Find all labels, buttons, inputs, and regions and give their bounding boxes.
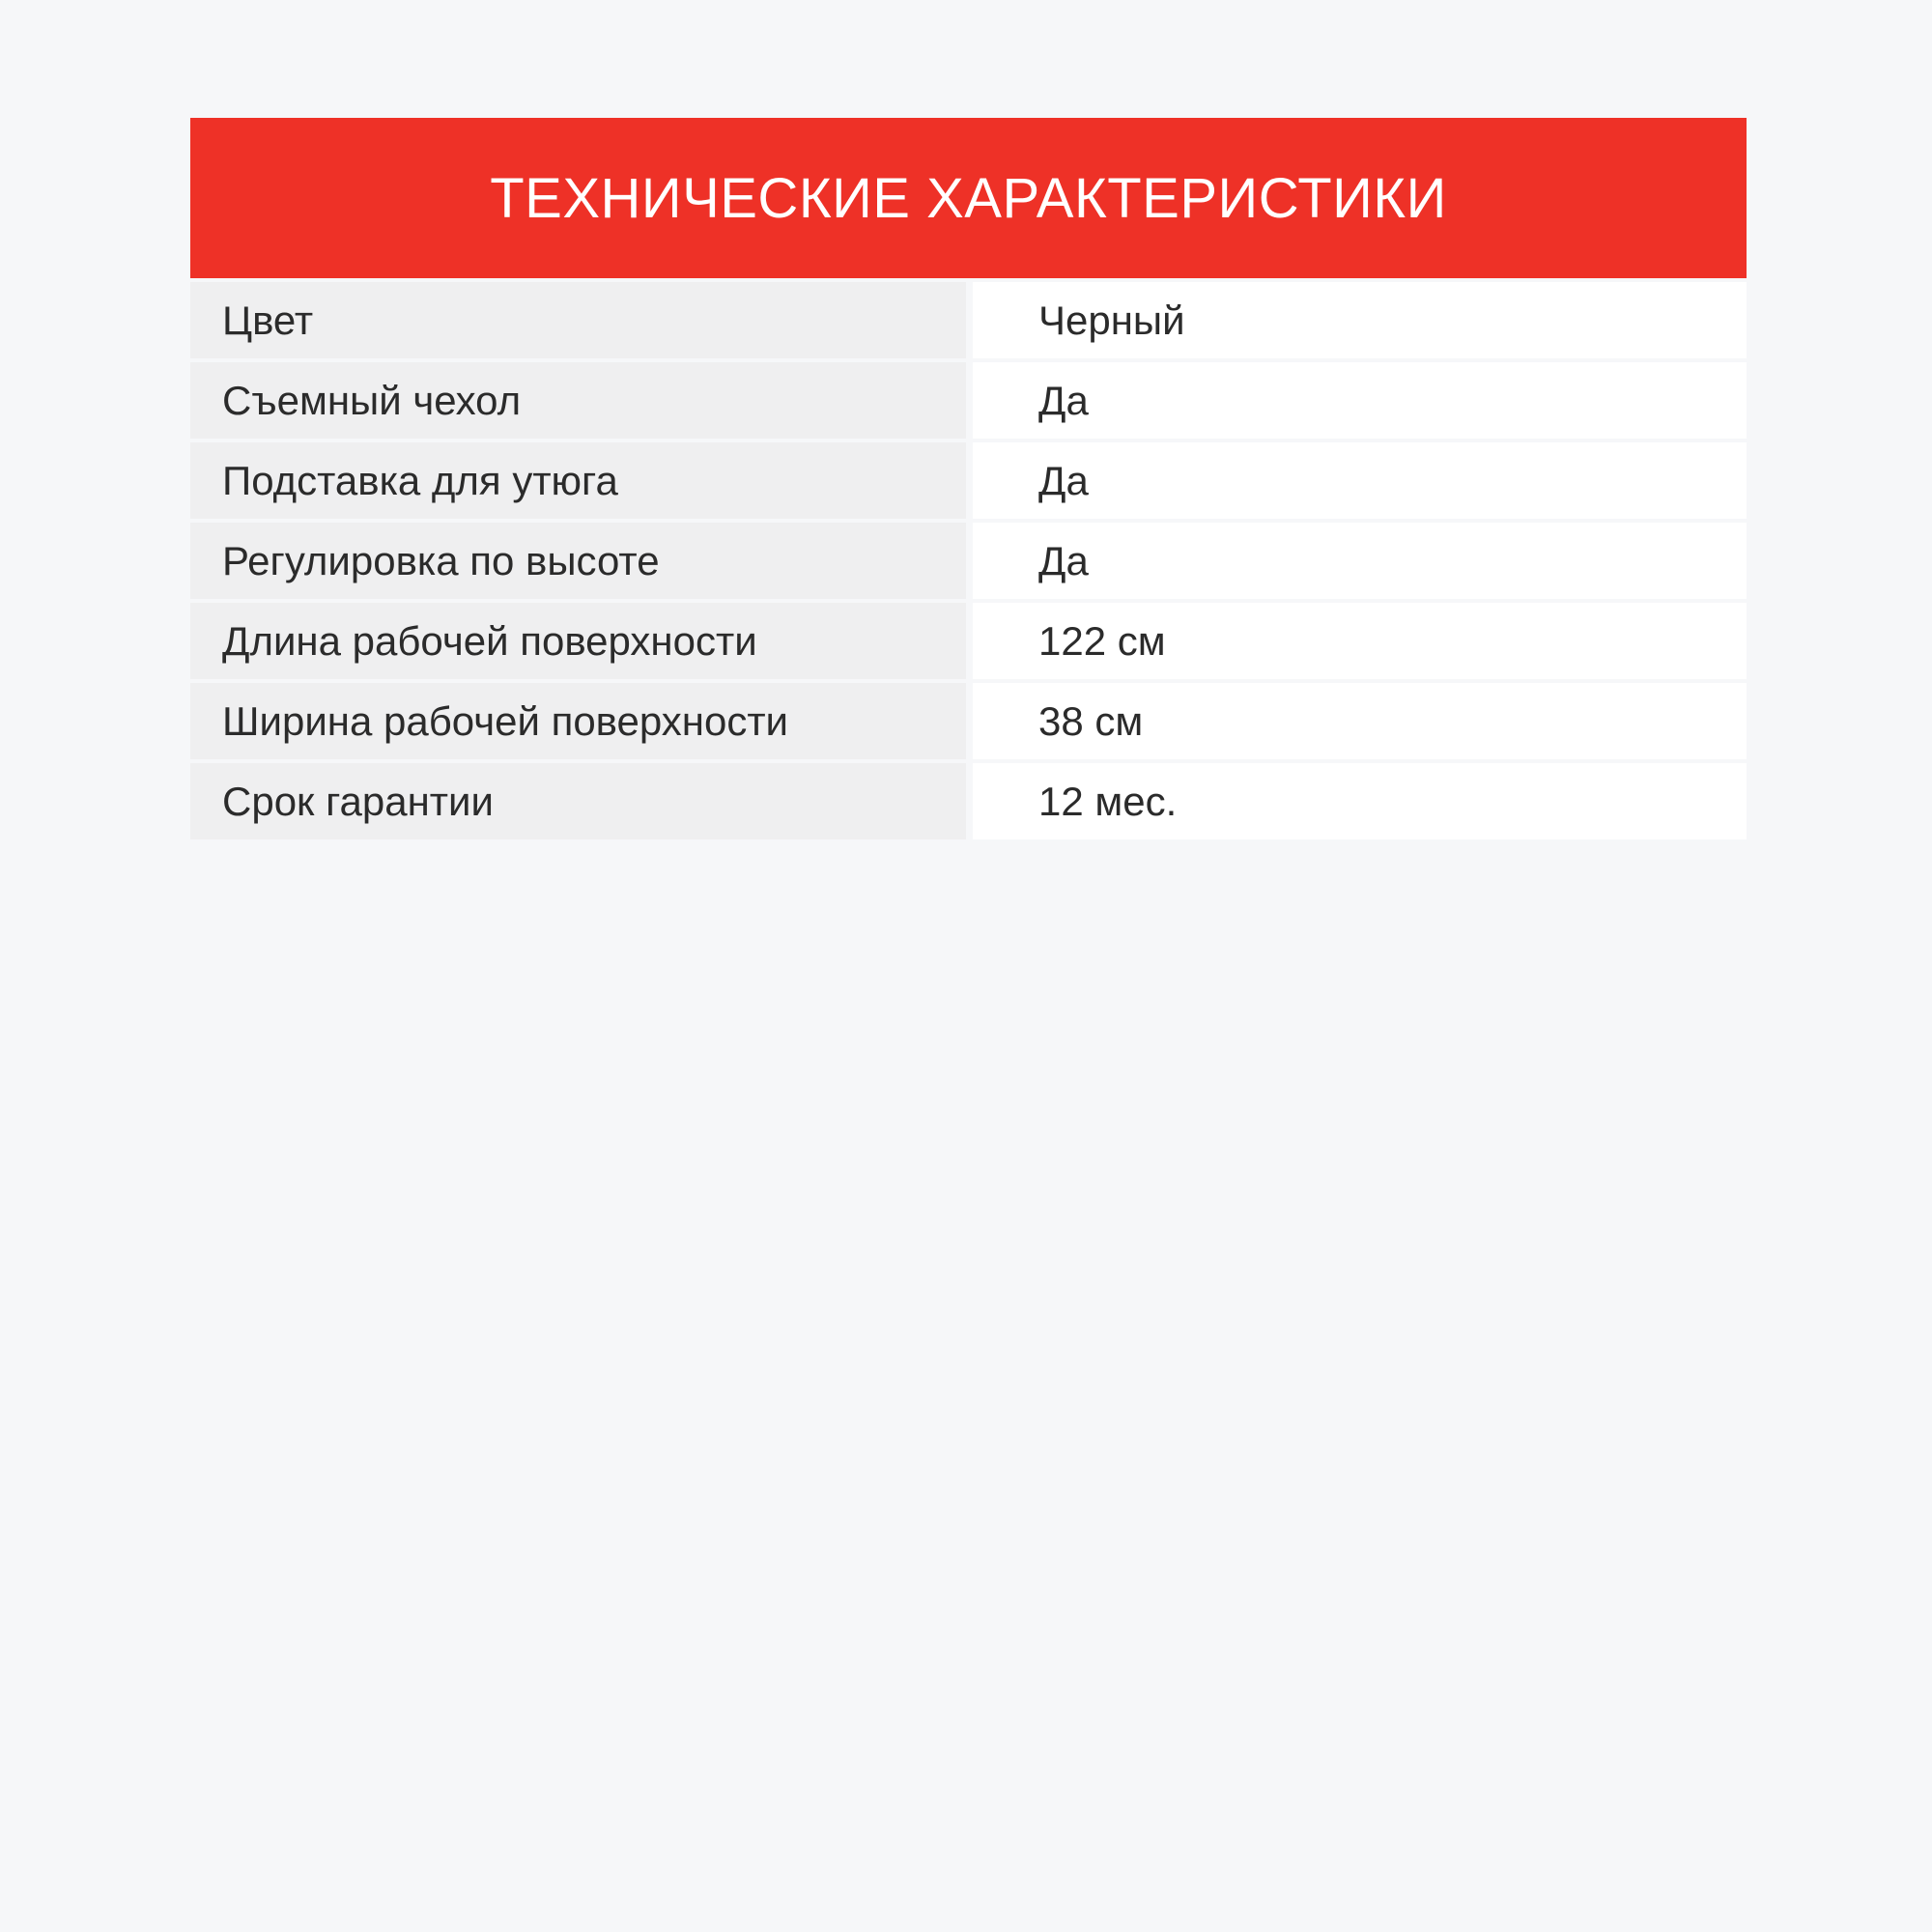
spec-value-cell [973,683,1747,759]
spec-label-cell [190,362,966,439]
spec-row-iron-rest [190,442,1747,519]
spec-row-surface-length [190,603,1747,679]
spec-value: Да [1038,457,1089,503]
spec-card [190,118,1747,839]
spec-table [190,282,1747,839]
spec-label: Срок гарантии [222,778,494,824]
spec-label: Ширина рабочей поверхности [222,697,789,744]
spec-value-cell [973,442,1747,519]
spec-label-cell [190,282,966,358]
spec-title: ТЕХНИЧЕСКИЕ ХАРАКТЕРИСТИКИ [490,166,1447,230]
spec-row-color [190,282,1747,358]
spec-label: Съемный чехол [222,377,522,423]
spec-value: Черный [1038,297,1185,343]
spec-row-removable-cover [190,362,1747,439]
spec-label: Подставка для утюга [222,457,618,503]
spec-value: 122 см [1038,617,1166,664]
spec-row-height-adjustment [190,523,1747,599]
spec-value: 12 мес. [1038,778,1178,824]
spec-label-cell [190,442,966,519]
spec-value: 38 см [1038,697,1144,744]
spec-value-cell [973,282,1747,358]
spec-value-cell [973,362,1747,439]
spec-label-cell [190,683,966,759]
spec-value-cell [973,523,1747,599]
spec-row-warranty [190,763,1747,839]
spec-label-cell [190,603,966,679]
spec-label-cell [190,763,966,839]
spec-value-cell [973,763,1747,839]
spec-label: Длина рабочей поверхности [222,617,757,664]
spec-value: Да [1038,377,1089,423]
spec-label: Регулировка по высоте [222,537,660,583]
spec-value-cell [973,603,1747,679]
spec-value: Да [1038,537,1089,583]
spec-row-surface-width [190,683,1747,759]
spec-label: Цвет [222,297,314,343]
spec-label-cell [190,523,966,599]
spec-header [190,118,1747,278]
